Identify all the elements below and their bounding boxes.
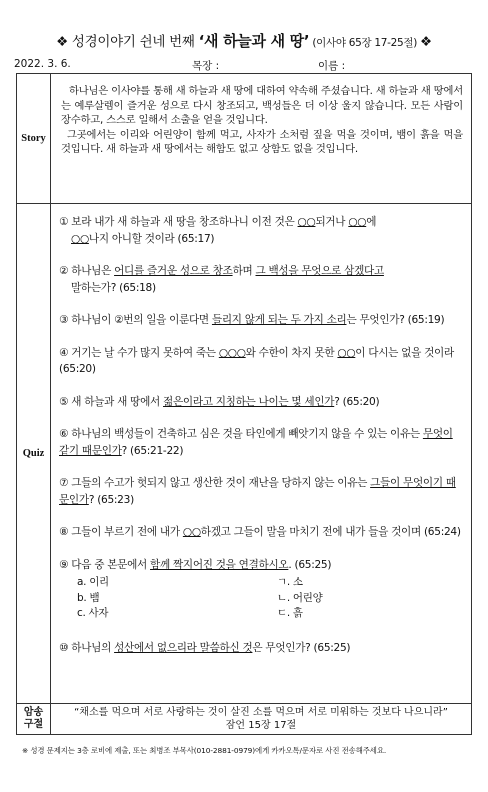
question-10: ⑩ 하나님의 성산에서 없으리라 말씀하신 것은 무엇인가? (65:25) xyxy=(59,641,351,654)
verse-text: “채소를 먹으며 서로 사랑하는 것이 살진 소를 먹으며 서로 미워하는 것보다 나으니라” xyxy=(74,707,448,718)
story-label: Story xyxy=(17,74,51,204)
question-6: ⑥ 하나님의 백성들이 건축하고 심은 것을 타인에게 빼앗기지 않을 수 있는 이유는 무엇이 같기 때문인가? (65:21-22) xyxy=(59,428,453,457)
footnote: ※ 성경 문제지는 3층 로비에 제출, 또는 최병조 부목사(010-2881-0979)에게 카카오톡/문자로 사진 전송해주세요. xyxy=(22,746,387,755)
option-right[interactable]: ㄱ. 소 xyxy=(277,576,303,588)
worksheet-table xyxy=(16,73,472,735)
pastor-field[interactable]: 목장 : xyxy=(192,60,220,72)
question-8: ⑧ 그들이 부르기 전에 내가 ○○하겠고 그들이 말을 마치기 전에 내가 들을 것이며 (65:24) xyxy=(59,526,461,538)
date: 2022. 3. 6. xyxy=(14,58,71,70)
story-paragraph: 하나님은 이사야를 통해 새 하늘과 새 땅에 대하여 약속해 주셨습니다. 새 하늘과 새 땅에서는 예루살렘이 즐거운 성으로 다시 창조되고, 백성들은 더 이상 울지 않습니다. 모든 사람이 장수하고, 스스로 일해서 소출을 얻을 것입니다. xyxy=(61,85,463,126)
question-2: ② 하나님은 어디를 즐거운 성으로 창조하며 그 백성을 무엇으로 삼겠다고 말하는가? (65:18) xyxy=(59,265,384,294)
quiz-label: Quiz xyxy=(17,204,51,704)
memory-verse xyxy=(51,704,472,735)
question-1: ① 보라 내가 새 하늘과 새 땅을 창조하나니 이전 것은 ○○되거나 ○○에 ○○나지 아니할 것이라 (65:17) xyxy=(59,216,377,245)
title-ref: (이사야 65장 17-25절) xyxy=(309,37,421,49)
memory-label: 암송 구절 xyxy=(17,704,51,735)
story-row xyxy=(17,74,472,204)
question-7: ⑦ 그들의 수고가 헛되지 않고 생산한 것이 재난을 당하지 않는 이유는 그들이 무엇이기 때문인가? (65:23) xyxy=(59,477,456,506)
title-lead: ❖ 성경이야기 쉰네 번째 xyxy=(56,34,199,50)
verse-ref: 잠언 15장 17절 xyxy=(225,720,297,731)
story-text xyxy=(51,74,472,204)
option-left[interactable]: b. 뱀 xyxy=(77,591,100,604)
meta-row xyxy=(14,58,474,72)
story-paragraph: 그곳에서는 이리와 어린양이 함께 먹고, 사자가 소처럼 짚을 먹을 것이며, 뱀이 흙을 먹을 것입니다. 새 하늘과 새 땅에서는 해함도 없고 상함도 없을 것입니다. xyxy=(61,128,463,155)
name-field[interactable]: 이름 : xyxy=(318,60,346,72)
question-4: ④ 거기는 날 수가 많지 못하여 죽는 ○○○와 수한이 차지 못한 ○○이 다시는 없을 것이라 (65:20) xyxy=(59,346,454,375)
quiz-row xyxy=(17,204,472,704)
page-title xyxy=(0,30,488,51)
question-9: ⑨ 다음 중 본문에서 함께 짝지어진 것을 연결하시오. (65:25) xyxy=(59,558,332,571)
option-left[interactable]: a. 이리 xyxy=(77,576,109,588)
memory-row xyxy=(17,704,472,735)
title-tail: ❖ xyxy=(420,34,432,50)
option-left[interactable]: c. 사자 xyxy=(77,607,109,619)
question-3: ③ 하나님이 ②번의 일을 이룬다면 들리지 않게 되는 두 가지 소리는 무엇인가? (65:19) xyxy=(59,314,445,326)
option-right[interactable]: ㄴ. 어린양 xyxy=(277,591,323,604)
title-main: ‘새 하늘과 새 땅’ xyxy=(198,32,310,50)
question-5: ⑤ 새 하늘과 새 땅에서 젊은이라고 지칭하는 나이는 몇 세인가? (65:20) xyxy=(59,395,380,408)
quiz-body xyxy=(51,204,472,704)
matching-options xyxy=(59,575,463,622)
option-right[interactable]: ㄷ. 흙 xyxy=(277,607,303,619)
